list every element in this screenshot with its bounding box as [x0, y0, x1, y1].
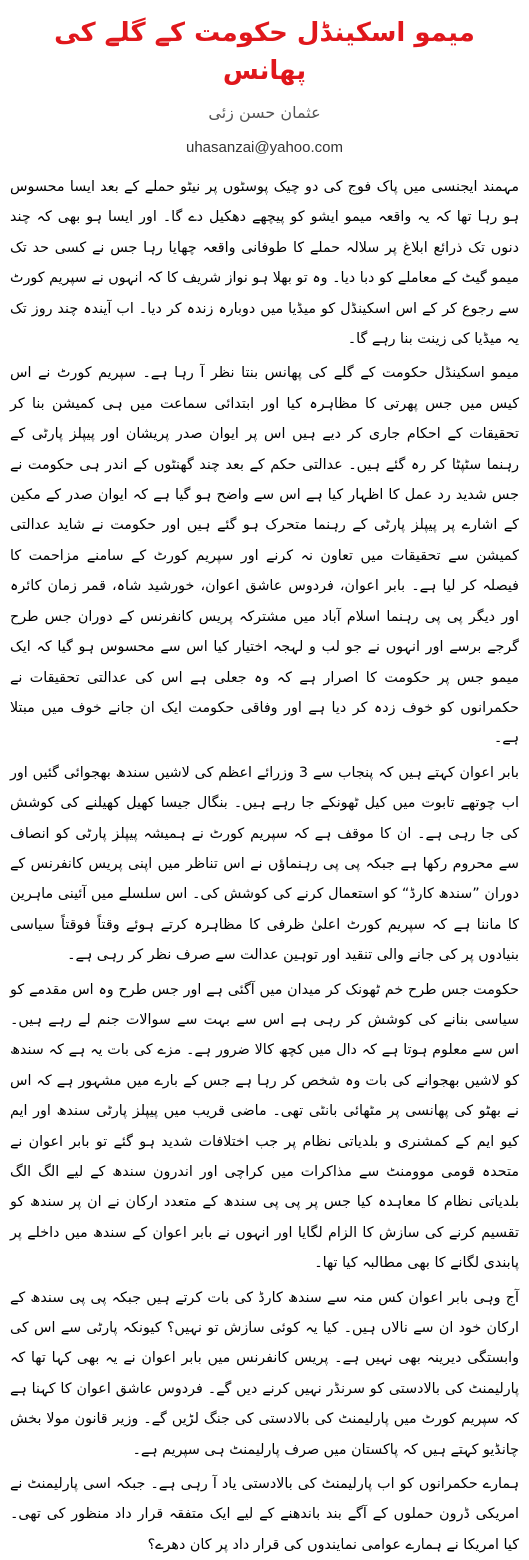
- article-paragraph: مہمند ایجنسی میں پاک فوج کی دو چیک پوسٹوں پر نیٹو حملے کے بعد ایسا محسوس ہو رہا تھا کہ یہ واقعہ میمو ایشو کو پیچھے دھکیل دے گا۔ اور ایسا ہو بھی کہ چند دنوں تک ذرائع ابلاغ پر سلالہ حملے کا طوفانی واقعہ چھایا رہا جس نے کسی حد تک میمو گیٹ کے معاملے کو دبا دیا۔ وہ تو بھلا ہو نواز شریف کا کہ انہوں نے سپریم کورٹ سے رجوع کر کے اس اسکینڈل کو میڈیا میں دوبارہ زندہ کر دیا۔ اب آیندہ چند روز تک یہ میڈیا کی زینت بنا رہے گا۔: [10, 179, 519, 348]
- article-paragraph: حکومت جس طرح خم ٹھونک کر میدان میں آگئی ہے اور جس طرح وہ اس مقدمے کو سیاسی بنانے کی کوشش کر رہی ہے اس سے بہت سے سوالات جنم لے رہے ہیں۔ اس سے معلوم ہوتا ہے کہ دال میں کچھ کالا ضرور ہے۔ مزے کی بات یہ ہے کہ سندھ کو لاشیں بھجوانے کی بات وہ شخص کر رہا ہے جس کے بارے میں مشہور ہے کہ اس نے بھٹو کی پھانسی پر مٹھائی بانٹی تھی۔ ماضی قریب میں پیپلز پارٹی سندھ اور ایم کیو ایم کے کمشنری و بلدیاتی نظام پر جب اختلافات شدید ہو گئے تو بابر اعوان نے متحدہ قومی موومنٹ سے مذاکرات میں کراچی اور اندرون سندھ کے لیے الگ الگ بلدیاتی نظام کا معاہدہ کیا جس پر پی پی سندھ کے متعدد ارکان نے ان پر سندھ کو تقسیم کرنے کی سازش کا الزام لگایا اور انہوں نے بابر اعوان کے سندھ میں داخلے پر پابندی لگانے کا بھی مطالبہ کیا تھا۔: [10, 981, 519, 1272]
- author-email: uhasanzai@yahoo.com: [186, 139, 343, 156]
- article-paragraph: بابر اعوان کہتے ہیں کہ پنجاب سے 3 وزرائے اعظم کی لاشیں سندھ بھجوائی گئیں اور اب چوتھے تابوت میں کیل ٹھونکے جا رہے ہیں۔ بنگال جیسا کھیل کھیلنے کی کوشش کی جا رہی ہے۔ ان کا موقف ہے کہ سپریم کورٹ نے ہمیشہ پیپلز پارٹی کو انصاف سے محروم رکھا ہے جبکہ پی پی رہنماؤں نے اس تناظر میں اپنی پریس کانفرنس کے دوران ”سندھ کارڈ“ کو استعمال کرنے کی کوشش کی۔ اس سلسلے میں آئینی ماہرین کا ماننا ہے کہ سپریم کورٹ اعلیٰ ظرفی کا مظاہرہ کرتے ہوئے وقتاً فوقتاً سیاسی بنیادوں پر کی جانے والی تنقید اور توہین عدالت سے صرف نظر کر رہی ہے۔: [10, 764, 519, 964]
- article-paragraph: آج وہی بابر اعوان کس منہ سے سندھ کارڈ کی بات کرتے ہیں جبکہ پی پی سندھ کے ارکان خود ان سے نالاں ہیں۔ کیا یہ کوئی سازش تو نہیں؟ کیونکہ پارٹی سے اس کی وابستگی دیرینہ بھی نہیں ہے۔ پریس کانفرنس میں بابر اعوان نے یہ بھی کہا تھا کہ پارلیمنٹ کی بالادستی کو سرنڈر نہیں کرنے دیں گے۔ فردوس عاشق اعوان کا کہنا ہے کہ سپریم کورٹ میں پارلیمنٹ کی بالادستی کی جنگ لڑیں گے۔ وزیر قانون مولا بخش چانڈیو کہتے ہیں کہ پاکستان میں صرف پارلیمنٹ ہی سپریم ہے۔: [10, 1289, 519, 1458]
- article-title: میمو اسکینڈل حکومت کے گلے کی پھانس: [54, 18, 475, 86]
- article-page: [0, 14, 529, 1553]
- article-paragraph: میمو اسکینڈل حکومت کے گلے کی پھانس بنتا نظر آ رہا ہے۔ سپریم کورٹ نے اس کیس میں جس پھرتی کا مظاہرہ کیا اور ابتدائی سماعت میں ہی کمیشن بنا کر تحقیقات کے احکام جاری کر دیے ہیں اس پر ایوان صدر پریشان اور پیپلز پارٹی کے رہنما سٹپٹا کر رہ گئے ہیں۔ عدالتی حکم کے بعد چند گھنٹوں کے اندر ہی حکومت نے جس شدید رد عمل کا اظہار کیا ہے اس سے واضح ہو گیا ہے کہ ایوان صدر کے مکین کے اشارے پر پیپلز پارٹی کے رہنما متحرک ہو گئے ہیں اور حکومت نے شاید عدالتی کمیشن سے تحقیقات میں تعاون نہ کرنے اور سپریم کورٹ کے سامنے مزاحمت کا فیصلہ کر لیا ہے۔ بابر اعوان، فردوس عاشق اعوان، خورشید شاہ، قمر زمان کائرہ اور دیگر پی پی رہنما اسلام آباد میں مشترکہ پریس کانفرنس کے دوران جس طرح گرجے برسے اور انہوں نے جو لب و لہجہ اختیار کیا اس سے محسوس ہو گیا کہ ایک میمو جس پر حکومت کا اصرار ہے کہ وہ جعلی ہے اس کی عدالتی تحقیقات نے حکمرانوں کو خوف زدہ کر دیا ہے اور وفاقی حکومت ایک ان جانے خوف میں مبتلا ہے۔: [10, 365, 519, 747]
- article-body: [10, 172, 519, 1560]
- article-paragraph: ہمارے حکمرانوں کو اب پارلیمنٹ کی بالادستی یاد آ رہی ہے۔ جبکہ اسی پارلیمنٹ نے امریکی ڈرون حملوں کے آگے بند باندھنے کے لیے ایک متفقہ قرار داد منظور کی تھی۔ کیا امریکا نے ہمارے عوامی نمایندوں کی قرار داد پر کان دھرے؟: [10, 1476, 519, 1553]
- author-name: عثمان حسن زئی: [208, 103, 321, 122]
